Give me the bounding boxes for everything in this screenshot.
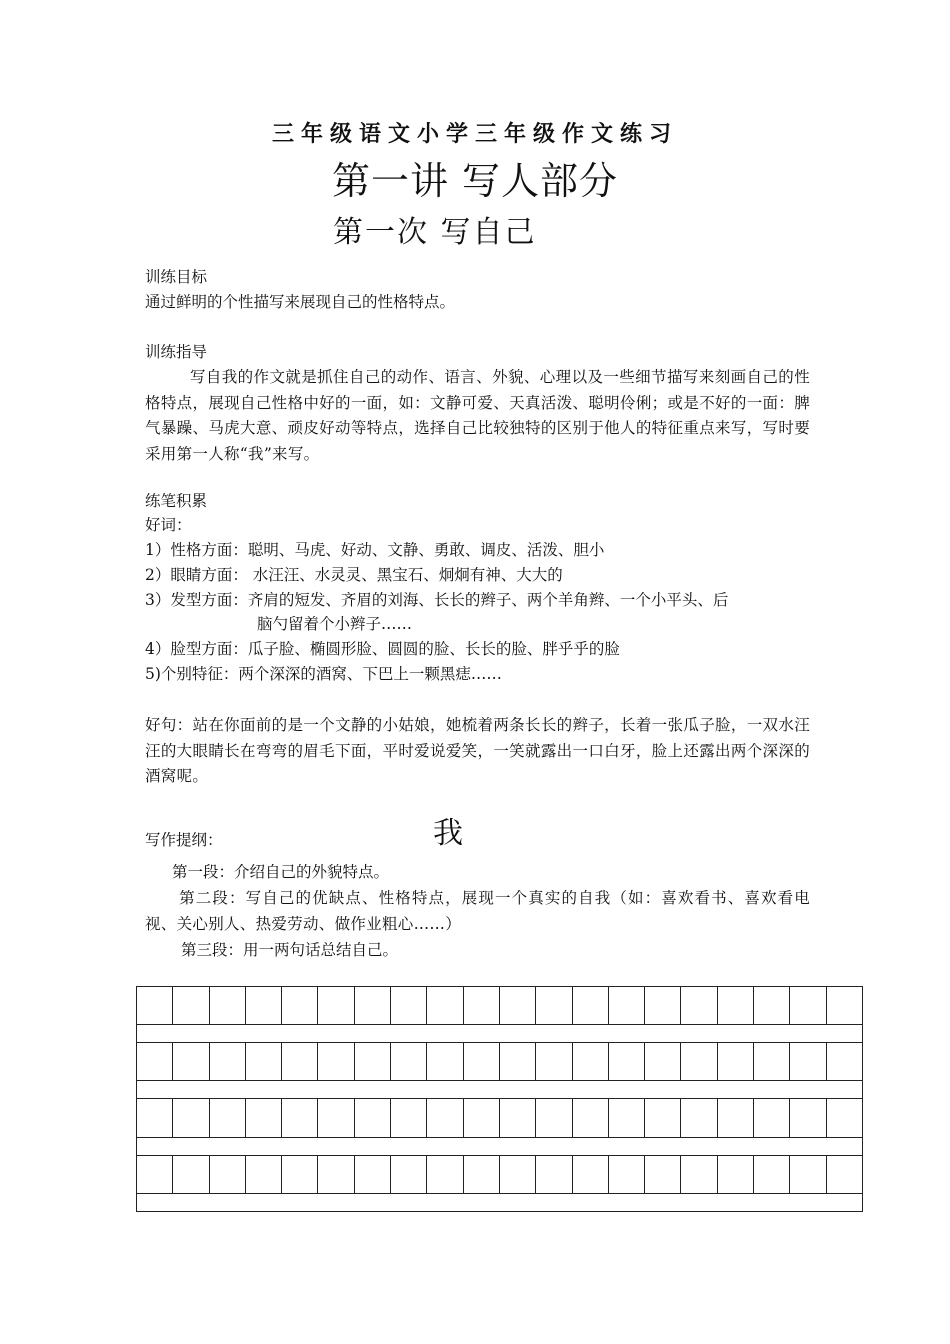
- grid-cell: [645, 1155, 681, 1193]
- grid-cell: [354, 987, 390, 1025]
- grid-cell: [391, 1099, 427, 1137]
- grid-cell: [645, 1043, 681, 1081]
- grid-cell: [391, 1155, 427, 1193]
- grid-cell: [137, 987, 173, 1025]
- guide-text: 写自我的作文就是抓住自己的动作、语言、外貌、心理以及一些细节描写来刻画自己的性格特点，展现自己性格中好的一面，如：文静可爱、天真活泼、聪明伶俐；或是不好的一面：脾气暴躁、马虎大意、顽皮好动等特点，选择自己比较独特的区别于他人的特征重点来写，写时要采用第一人称“我”来写。: [145, 368, 810, 463]
- grid-cell: [681, 1155, 717, 1193]
- grid-cell: [499, 1099, 535, 1137]
- grid-cell: [826, 1099, 862, 1137]
- grid-spacer-row: [137, 1025, 863, 1043]
- grid-cell: [354, 1099, 390, 1137]
- grid-cell: [717, 1043, 753, 1081]
- practice-heading: 练笔积累: [145, 492, 208, 510]
- grid-cell: [427, 1099, 463, 1137]
- writing-grid: [136, 986, 863, 1212]
- grid-cell: [427, 1155, 463, 1193]
- grid-cell: [608, 987, 644, 1025]
- grid-cell: [645, 1099, 681, 1137]
- goal-text: 通过鲜明的个性描写来展现自己的性格特点。: [145, 293, 456, 311]
- grid-cell: [717, 1155, 753, 1193]
- grid-cell: [717, 987, 753, 1025]
- good-words-label: 好词：: [145, 516, 192, 534]
- grid-cell: [137, 1099, 173, 1137]
- grid-cell: [717, 1099, 753, 1137]
- grid-row: [137, 987, 863, 1025]
- grid-cell: [608, 1043, 644, 1081]
- grid-cell: [572, 1099, 608, 1137]
- outline-paragraph-2: 第二段：写自己的优缺点、性格特点，展现一个真实的自我（如：喜欢看书、喜欢看电视、关心别人、热爱劳动、做作业粗心……）: [145, 889, 810, 933]
- goal-heading: 训练目标: [145, 268, 208, 286]
- guide-heading: 训练指导: [145, 343, 208, 361]
- outline-paragraph-1: 第一段：介绍自己的外貌特点。: [172, 863, 390, 881]
- grid-cell: [463, 1043, 499, 1081]
- grid-cell: [499, 1043, 535, 1081]
- grid-cell: [245, 1155, 281, 1193]
- grid-cell: [137, 1155, 173, 1193]
- grid-cell: [173, 987, 209, 1025]
- grid-cell: [463, 987, 499, 1025]
- grid-cell: [245, 987, 281, 1025]
- grid-cell: [790, 1043, 826, 1081]
- grid-cell: [754, 1043, 790, 1081]
- grid-cell: [608, 1099, 644, 1137]
- grid-cell: [536, 1099, 572, 1137]
- grid-cell: [245, 1099, 281, 1137]
- grid-cell: [536, 987, 572, 1025]
- grid-cell: [790, 1155, 826, 1193]
- word-item-personality: 1）性格方面：聪明、马虎、好动、文静、勇敢、调皮、活泼、胆小: [145, 541, 605, 559]
- grid-cell: [645, 987, 681, 1025]
- grid-cell: [173, 1043, 209, 1081]
- word-item-hair: 3）发型方面：齐肩的短发、齐眉的刘海、长长的辫子、两个羊角辫、一个小平头、后: [145, 591, 729, 609]
- grid-cell: [572, 1043, 608, 1081]
- grid-row: [137, 1099, 863, 1137]
- grid-cell: [826, 1155, 862, 1193]
- grid-spacer: [137, 1081, 863, 1099]
- grid-cell: [209, 1099, 245, 1137]
- grid-spacer-row: [137, 1081, 863, 1099]
- grid-cell: [681, 1043, 717, 1081]
- grid-cell: [245, 1043, 281, 1081]
- grid-cell: [282, 987, 318, 1025]
- grid-cell: [427, 1043, 463, 1081]
- grid-cell: [209, 1155, 245, 1193]
- grid-cell: [536, 1043, 572, 1081]
- grid-cell: [826, 987, 862, 1025]
- grid-cell: [318, 1043, 354, 1081]
- grid-cell: [463, 1099, 499, 1137]
- grid-spacer-row: [137, 1137, 863, 1155]
- grid-cell: [572, 1155, 608, 1193]
- grid-cell: [137, 1043, 173, 1081]
- grid-cell: [282, 1099, 318, 1137]
- grid-cell: [790, 1099, 826, 1137]
- grid-cell: [499, 1155, 535, 1193]
- grid-cell: [608, 1155, 644, 1193]
- grid-cell: [681, 1099, 717, 1137]
- grid-cell: [209, 1043, 245, 1081]
- lesson-title: 第一次 写自己: [333, 215, 537, 250]
- word-item-features: 5)个别特征：两个深深的酒窝、下巴上一颗黑痣……: [145, 665, 502, 683]
- grid-spacer: [137, 1025, 863, 1043]
- grid-cell: [173, 1155, 209, 1193]
- essay-title: 我: [433, 816, 463, 851]
- grid-cell: [391, 1043, 427, 1081]
- grid-cell: [463, 1155, 499, 1193]
- grid-cell: [318, 1099, 354, 1137]
- lecture-title: 第一讲 写人部分: [331, 159, 619, 203]
- grid-cell: [209, 987, 245, 1025]
- grid-cell: [354, 1155, 390, 1193]
- word-item-hair-continued: 脑勺留着个小辫子……: [257, 615, 413, 633]
- grid-row: [137, 1155, 863, 1193]
- word-item-face: 4）脸型方面：瓜子脸、椭圆形脸、圆圆的脸、长长的脸、胖乎乎的脸: [145, 640, 620, 658]
- grid-cell: [754, 1099, 790, 1137]
- grid-cell: [427, 987, 463, 1025]
- grid-cell: [826, 1043, 862, 1081]
- grid-cell: [318, 987, 354, 1025]
- grid-spacer-row: [137, 1193, 863, 1211]
- worksheet-series-title: 三年级语文小学三年级作文练习: [271, 122, 678, 147]
- grid-cell: [572, 987, 608, 1025]
- grid-cell: [318, 1155, 354, 1193]
- grid-cell: [754, 1155, 790, 1193]
- outline-label: 写作提纲：: [145, 831, 223, 849]
- grid-cell: [391, 987, 427, 1025]
- grid-cell: [790, 987, 826, 1025]
- grid-spacer: [137, 1137, 863, 1155]
- good-sentence: 好句：站在你面前的是一个文静的小姑娘，她梳着两条长长的辫子，长着一张瓜子脸，一双水汪汪的大眼睛长在弯弯的眉毛下面，平时爱说爱笑，一笑就露出一口白牙，脸上还露出两个深深的酒窝呢。: [145, 716, 810, 785]
- grid-cell: [754, 987, 790, 1025]
- grid-row: [137, 1043, 863, 1081]
- outline-paragraph-3: 第三段：用一两句话总结自己。: [181, 941, 399, 959]
- grid-cell: [499, 987, 535, 1025]
- grid-cell: [282, 1155, 318, 1193]
- grid-cell: [173, 1099, 209, 1137]
- grid-cell: [354, 1043, 390, 1081]
- word-item-eyes: 2）眼睛方面： 水汪汪、水灵灵、黑宝石、炯炯有神、大大的: [145, 566, 563, 584]
- grid-cell: [536, 1155, 572, 1193]
- grid-spacer: [137, 1193, 863, 1211]
- grid-cell: [681, 987, 717, 1025]
- grid-cell: [282, 1043, 318, 1081]
